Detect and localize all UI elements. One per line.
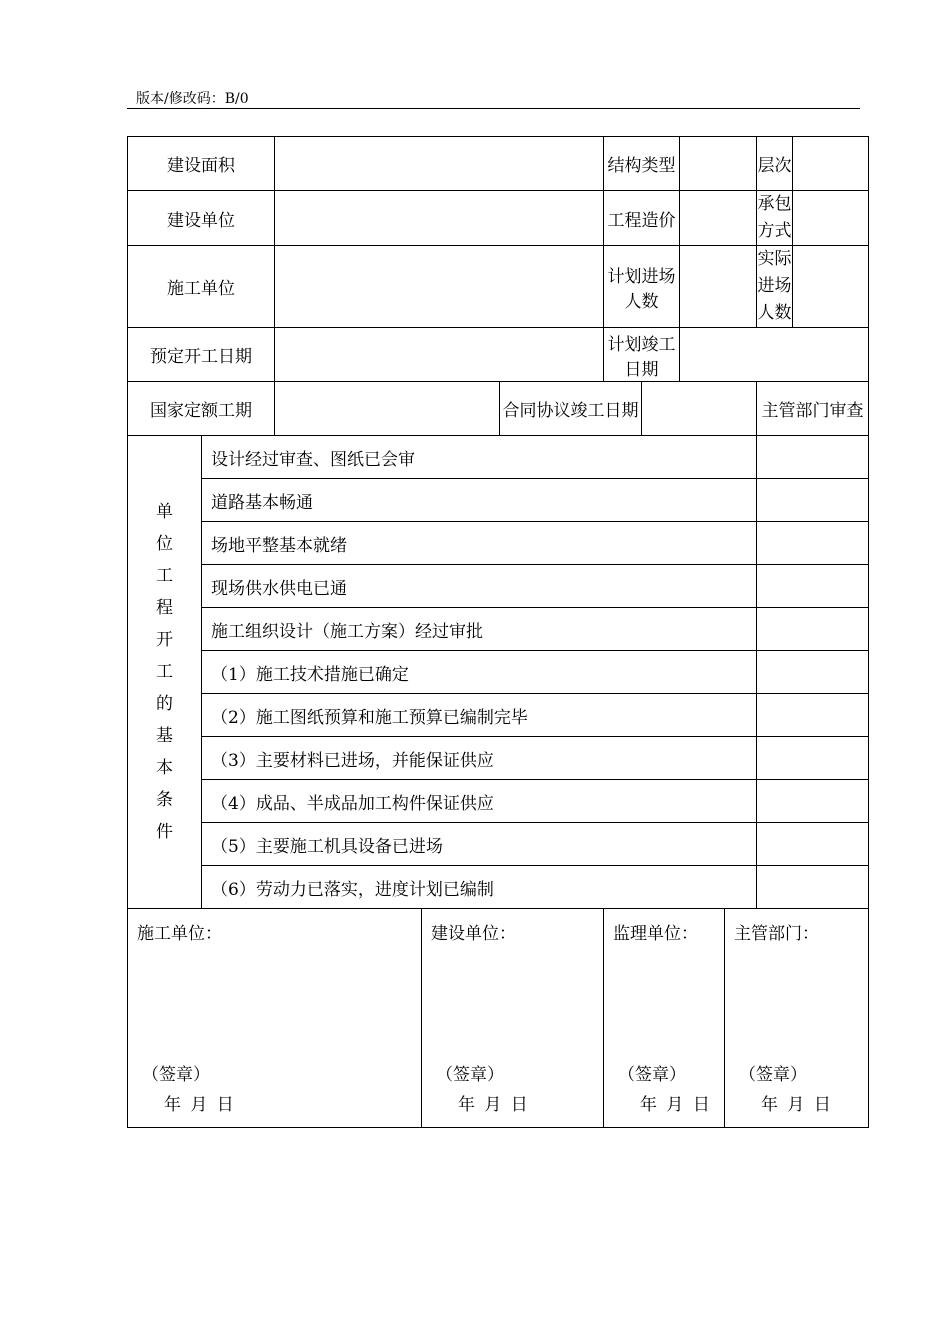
- label-owner-unit: 建设单位: [128, 191, 275, 246]
- condition-review-cell[interactable]: [757, 866, 869, 909]
- field-planned-workers[interactable]: [680, 246, 757, 328]
- condition-review-cell[interactable]: [757, 694, 869, 737]
- field-building-area[interactable]: [275, 137, 604, 191]
- condition-review-cell[interactable]: [757, 479, 869, 522]
- condition-item: （5）主要施工机具设备已进场: [202, 823, 757, 866]
- version-value: B/0: [224, 91, 249, 107]
- condition-item: （4）成品、半成品加工构件保证供应: [202, 780, 757, 823]
- construction-start-form: [127, 136, 869, 1128]
- label-building-area: 建设面积: [128, 137, 275, 191]
- field-project-cost[interactable]: [680, 191, 757, 246]
- label-national-quota-period: 国家定额工期: [128, 382, 275, 436]
- condition-item: （2）施工图纸预算和施工预算已编制完毕: [202, 694, 757, 737]
- condition-item: （3）主要材料已进场，并能保证供应: [202, 737, 757, 780]
- version-label: 版本/修改码：: [136, 91, 225, 107]
- signature-party-label: 建设单位：: [431, 924, 516, 944]
- signature-date-label: 年 月 日: [761, 1095, 831, 1115]
- label-planned-completion: 计划竣工日期: [604, 328, 680, 382]
- conditions-section-label: 单位工程开工的基本条件: [128, 436, 202, 909]
- field-owner-unit[interactable]: [275, 191, 604, 246]
- signature-party-label: 施工单位：: [137, 924, 222, 944]
- condition-review-cell[interactable]: [757, 565, 869, 608]
- label-project-cost: 工程造价: [604, 191, 680, 246]
- signature-authority[interactable]: [725, 909, 869, 1128]
- label-contract-method: 承包方式: [757, 191, 793, 246]
- field-contract-method[interactable]: [793, 191, 869, 246]
- field-construction-unit[interactable]: [275, 246, 604, 328]
- label-actual-workers: 实际进场人数: [757, 246, 793, 328]
- field-planned-completion[interactable]: [680, 328, 869, 382]
- condition-review-cell[interactable]: [757, 522, 869, 565]
- signature-date-label: 年 月 日: [458, 1095, 528, 1115]
- condition-review-cell[interactable]: [757, 780, 869, 823]
- signature-stamp-label: （签章）: [739, 1065, 808, 1085]
- signature-party-label: 监理单位：: [613, 924, 699, 944]
- condition-review-cell[interactable]: [757, 737, 869, 780]
- condition-item: （1）施工技术措施已确定: [202, 651, 757, 694]
- field-contract-completion[interactable]: [642, 382, 757, 436]
- condition-review-cell[interactable]: [757, 436, 869, 479]
- label-planned-workers: 计划进场人数: [604, 246, 680, 328]
- label-construction-unit: 施工单位: [128, 246, 275, 328]
- condition-review-cell[interactable]: [757, 823, 869, 866]
- label-authority-review: 主管部门审查: [757, 382, 869, 436]
- field-structure-type[interactable]: [680, 137, 757, 191]
- header-divider: [127, 108, 860, 109]
- signature-construction-unit[interactable]: [128, 909, 422, 1128]
- signature-date-label: 年 月 日: [164, 1095, 234, 1115]
- condition-item: 现场供水供电已通: [202, 565, 757, 608]
- signature-stamp-label: （签章）: [436, 1065, 504, 1085]
- signature-party-label: 主管部门：: [734, 924, 820, 944]
- condition-item: 施工组织设计（施工方案）经过审批: [202, 608, 757, 651]
- field-scheduled-start[interactable]: [275, 328, 604, 382]
- condition-review-cell[interactable]: [757, 651, 869, 694]
- document-header: [136, 88, 249, 108]
- field-national-quota-period[interactable]: [275, 382, 500, 436]
- label-floors: 层次: [757, 137, 793, 191]
- condition-item: （6）劳动力已落实，进度计划已编制: [202, 866, 757, 909]
- field-actual-workers[interactable]: [793, 246, 869, 328]
- signature-owner-unit[interactable]: [422, 909, 604, 1128]
- condition-item: 道路基本畅通: [202, 479, 757, 522]
- signature-date-label: 年 月 日: [640, 1095, 710, 1115]
- label-structure-type: 结构类型: [604, 137, 680, 191]
- field-floors[interactable]: [793, 137, 869, 191]
- condition-item: 场地平整基本就绪: [202, 522, 757, 565]
- label-scheduled-start: 预定开工日期: [128, 328, 275, 382]
- signature-supervision-unit[interactable]: [604, 909, 725, 1128]
- condition-review-cell[interactable]: [757, 608, 869, 651]
- condition-item: 设计经过审查、图纸已会审: [202, 436, 757, 479]
- label-contract-completion: 合同协议竣工日期: [500, 382, 642, 436]
- signature-stamp-label: （签章）: [142, 1065, 210, 1085]
- signature-stamp-label: （签章）: [618, 1065, 687, 1085]
